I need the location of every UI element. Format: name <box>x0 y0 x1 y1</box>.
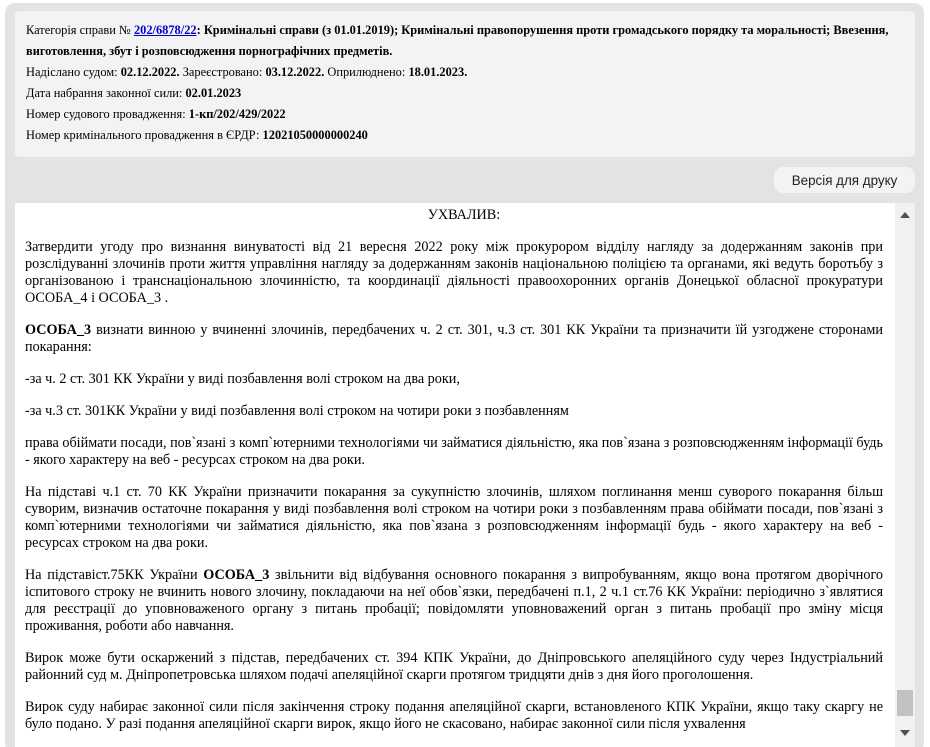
case-link[interactable]: 202/6878/22 <box>133 23 197 37</box>
scroll-down-arrow-icon[interactable] <box>900 730 910 736</box>
paragraph: права обіймати посади, пов`язані з комп`ютерними технологіями чи займатися діяльністю, яка пов`язана з розповсюдженням інформації будь - якого характеру на веб - ресурсах строком на два роки. <box>25 435 883 468</box>
sent-value: 02.12.2022. <box>120 65 180 79</box>
vertical-scrollbar[interactable] <box>895 203 915 747</box>
registered-label: Зареєстровано: <box>182 65 263 79</box>
paragraph-text: визнати винною у вчиненні злочинів, передбачених ч. 2 ст. 301, ч.3 ст. 301 КК України та призначити їй узгоджене сторонами покарання: <box>25 322 883 355</box>
scroll-up-arrow-icon[interactable] <box>900 212 910 218</box>
effective-value: 02.01.2023 <box>185 86 242 100</box>
case-number-label: Номер судового провадження: <box>26 107 186 121</box>
effective-date-line <box>26 83 904 104</box>
print-version-button[interactable]: Версія для друку <box>774 167 915 193</box>
erdr-line <box>26 125 904 146</box>
document-text <box>25 207 883 747</box>
erdr-value: 12021050000000240 <box>262 128 368 142</box>
paragraph <box>25 567 883 635</box>
published-label: Оприлюднено: <box>327 65 406 79</box>
case-number-line <box>26 104 904 125</box>
paragraph-text: звільнити від відбування основного покарання з випробуванням, якщо вона протягом дворічного іспитового строку не вчинить нового злочину, покладаючи на неї обов`язки, передбачені п.1, 2 ч.1 ст.76 КК України: періодично з`являтися для реєстрації до уповноваженого органу з питань пробації; повідомляти уповноважений орган з питань пробації про зміну місця проживання, роботи або навчання. <box>25 567 884 634</box>
document-heading: УХВАЛИВ: <box>427 207 501 223</box>
paragraph: Вирок суду набирає законної сили після закінчення строку подання апеляційної скарги, встановленого КПК України, якщо таку скаргу не було подано. У разі подання апеляційної скарги вирок, якщо його не скасовано, набирає законної сили після ухвалення <box>25 699 883 732</box>
registered-value: 03.12.2022. <box>265 65 325 79</box>
erdr-label: Номер кримінального провадження в ЄРДР: <box>26 128 260 142</box>
paragraph: -за ч. 2 ст. 301 КК України у виді позбавлення волі строком на два роки, <box>25 371 460 387</box>
case-number-value: 1-кп/202/429/2022 <box>188 107 286 121</box>
published-value: 18.01.2023. <box>408 65 468 79</box>
paragraph: Затвердити угоду про визнання винуватості від 21 вересня 2022 року між прокурором відділу нагляду за додержанням законів при розслідуванні злочинів проти життя управління нагляду за додержанням законів національною поліцією та органами, які ведуть боротьбу з організованою і транснаціональною злочинністю, та координації діяльності правоохоронних органів Донецької обласної прокуратури ОСОБА_4 і ОСОБА_3 . <box>25 239 883 306</box>
document-viewer[interactable] <box>15 203 915 747</box>
person-name: ОСОБА_3 <box>203 567 270 583</box>
sent-label: Надіслано судом: <box>26 65 118 79</box>
paragraph-text: На підставіст.75КК України <box>25 567 204 583</box>
case-info-panel <box>15 11 915 157</box>
person-name: ОСОБА_3 <box>25 322 92 338</box>
scrollbar-thumb[interactable] <box>897 690 913 716</box>
effective-label: Дата набрання законної сили: <box>26 86 183 100</box>
paragraph: Вирок може бути оскаржений з підстав, передбачених ст. 394 КПК України, до Дніпровського апеляційного суду через Індустріальний районний суд м. Дніпропетровська шляхом подачі апеляційної скарги протягом тридцяти днів з дня його проголошення. <box>25 650 883 683</box>
category-value: : Кримінальні справи (з 01.01.2019); Кримінальні правопорушення проти громадського порядку та моральності; Ввезення, виготовлення, збут і розповсюдження порнографічних предметів. <box>26 23 889 58</box>
paragraph: -за ч.3 ст. 301КК України у виді позбавлення волі строком на чотири роки з позбавленням <box>25 403 569 419</box>
category-label: Категорія справи № <box>26 23 131 37</box>
category-line <box>26 20 904 62</box>
paragraph <box>25 322 883 356</box>
paragraph: На підставі ч.1 ст. 70 КК України призначити покарання за сукупністю злочинів, шляхом поглинання менш суворого покарання більш суворим, визначив остаточне покарання у виді позбавлення волі строком на чотири роки з позбавленням права обіймати посади, пов`язані з комп`ютерними технологіями чи займатися діяльністю, яка пов`язана з розповсюдженням інформації будь - якого характеру на веб - ресурсах строком на два роки. <box>25 484 883 551</box>
dates-line <box>26 62 904 83</box>
